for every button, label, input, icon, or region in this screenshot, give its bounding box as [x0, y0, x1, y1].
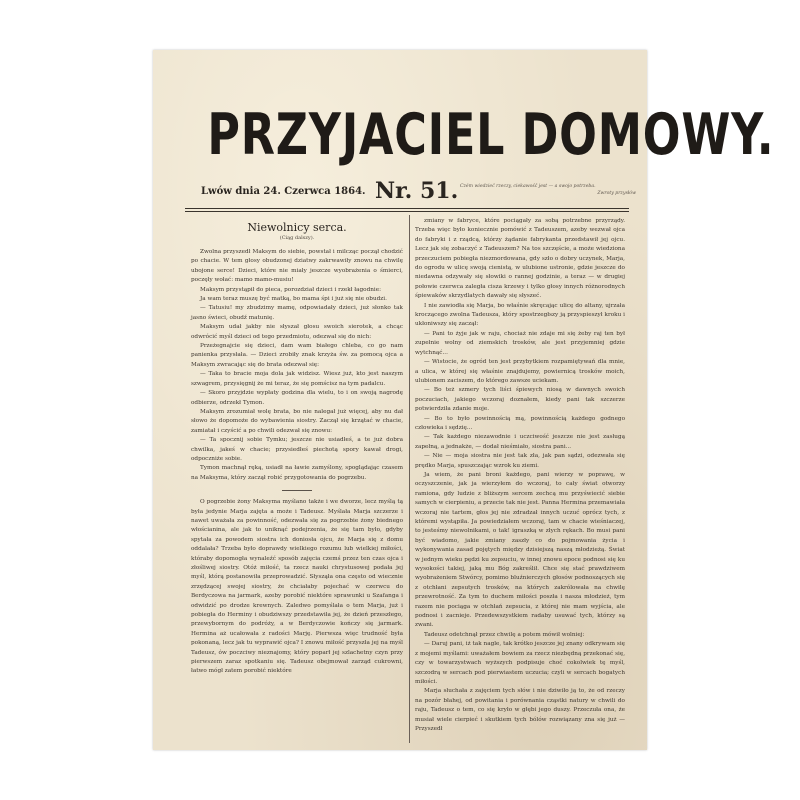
paragraph: — Pani to żyje jak w raju, chociaż nie zdaje mi się żeby raj ten był zupełnie wolny od ziemskich trosków, ale jest przyjemniej gdzie wytchnąć...: [415, 330, 625, 356]
paragraph: Przeżegnajcie się dzieci, dam wam białego chleba, co go nam panienka przysłała. — Dzieci zrobiły znak krzyża św. za pomocą ojca a Maksym zwracając się do brata odezwał się:: [191, 343, 403, 368]
motto: [460, 183, 636, 197]
masthead-title: PRZYJACIEL DOMOWY.: [207, 102, 775, 168]
header-rule-thin: [185, 211, 629, 212]
left-column-part-1: [191, 248, 403, 483]
paragraph: Tymon machnął ręką, usiadł na ławie zamyślony, spoglądając czasem na Maksyma, który zaczął robić przygotowania do pogrzebu.: [191, 465, 403, 481]
paragraph: O pogrzebie żony Maksyma myślano także i we dworze, lecz myślą tą była jedynie Marja zajęta a może i Tadeusz. Myślała Marja szczerze i nawet uważała za powinność, odezwała się za pogrzebie żony biednego włościanina, ale jak to uniknąć podejrzenia, że się tam było, gdyby spytała za powodem siostra ich doniosła ojcu, że Marja się z domu oddalała? Trzeba było doprawdy wielkiego rozumu lub wielkiej miłości, któraby dopomogła wynaleźć sposób zajęcia czemś przez ten czas ojca i złośliwej siostry. Otóż miłość, ta rzecz nauki chrystusowej podała jej myśl, którą postanowiła przeprowadzić. Słysząła ona często od wiecznie zrzędzącej swojej siostry, że chciałaby pojechać w czerwcu do Berdyczowa na jarmark, azeby porobić niektóre sprawunki u Szafanga i odwidzić po drodze krewnych. Zaledwo pomyślała o tem Marja, już i pobiegła do Herminy i obudziwszy przedstawiła jej, że dzień przeszłego, przewybornym do podróży, a w Berdyczowie kończy się jarmark. Hermina aż ucałowała z radości Marję. Pierwsza więc trudność była pokonaną, lecz jak tu wyprawić ojca? I znowu miłość przyszła jej na myśl Tadeusz, ów poczciwy nieznajomy, który poparł jej szlachetny czyn przy pierwszem zaraz spotkaniu się. Tadeusz obejmował zarząd cukrowni, łatwo mógł zatem porobić niektóre: [191, 499, 403, 675]
paragraph: — Tak każdego niezawodnie i uczciwość jeszcze nie jest zasługą zapełną, a jednakże, — dodał nieśmiało, siostra pani...: [415, 434, 625, 450]
paragraph: Maksym zrozumiał wolę brata, bo nie nalegał już więcej, aby nu dał słowo że dopomoże do wybawienia siostry. Zaczął się krzątać w chacie, zamiatał i czyścić a po chwili odezwał się znowu:: [191, 408, 403, 434]
left-column: [191, 217, 403, 677]
paragraph: — Ta spocznij sobie Tymku; jeszcze nie usiadłeś, a te już dobra chwilka, jakeś w chacie; przysiedłeś piechotą spory kawał drogi, odpoczniże sobie.: [191, 437, 403, 462]
paragraph: — Wistocie, że ogród ten jest przybytkiem rozpamiętywań dla mnie, a ulica, w której się właśnie znajdujemy, powiernicą trosków moich, ulubionem zaciszem, do którego zawsze uciekam.: [415, 359, 625, 384]
paragraph: Zwolna przyszedł Maksym do siebie, powstał i milcząc począł chodzić po chacie. W tem głosy obudzonej dziatwy zakrwawiły znowu na chwilę ubojone serce! Dzieci, które nie miały jeszcze wyobrażenia o śmierci, poczęły wołać: mamo mamo-musiu!: [191, 249, 403, 284]
newspaper-page: [153, 50, 775, 750]
paragraph: Maksym udał jakby nie słyszał głosu swoich sierotek, a chcąc odwrócić myśl dzieci od tego przedmiotu, odezwał się do nich:: [191, 324, 403, 340]
paragraph: Marja słuchała z zajęciem tych słów i nie dziwiło ją to, że od rzeczy na pozór błahej, od powitania i porównania cząstki natury w chwili do raju, Tadeusz o tem, co się kryło w głębi jego duszy. Przeczuła ona, że musiał wiele cierpieć i skutkiem tych bólów rozwiązany zna się już — Przyszedł: [415, 688, 625, 732]
motto-signature: Zwroty przysłów: [597, 191, 636, 196]
paragraph: — Bo to było powinnością mą, powinnością każdego godnego człowieka i sędzię...: [415, 415, 625, 431]
article-title: Niewolnicy serca.: [247, 221, 347, 234]
paragraph: zmiany w fabryce, które pociągały za sobą potrzebne przyrządy. Trzeba więc było koniecznie pomówić z Tadeuszem, azeby wezwał ojca do fabryki i z rządcą, którzy żądanie fabrykanta przedstawił jej ojcu. Lecz jak się zobaczyć z Tadeuszem? Na tos szczęście, a może wiedziona przeczuciem pobiegła niezmordowana, gdy szło o dobry uczynek, Marja, do ogrodu w ulicę swoją cienistą, w ulubione ustronie, gdzie jeszcze do niedawna odzywały się słowiki o rannej godzinie, a teraz — w drugiej połowie czerwca zaległa cisza krzewy i tylko głosy innych różnorodnych śpiewaków skrzydlatych dawały się słyszeć.: [415, 218, 625, 300]
paragraph: — Bo też szmery tych liści śpiewych niosą w dawnych swoich poczuciach, jakiego wczoraj doznałem, kiedy pani tak szczerze potwierdziła zdanie moje.: [415, 387, 625, 413]
paragraph: — Taka to bracie moja dola jak widzisz. Wiesz już, kto jest naszym szwagrem, przysięgnij że mi teraz, że się pomścisz na tym padalcu.: [191, 371, 403, 387]
paragraph: — Daruj pani, iż tak nagle, tak krótko jeszcze jej znany odkrywam się z mojemi myślami: uważałem bowiem za rzecz niezbędną przekonać się, czy w towarzystwach wyższych podpisuje choć cokolwiek tę myśl, szczodrą w sercach pod pierwiastem uczucia; czyli w sercach bogatych miłości.: [415, 641, 625, 685]
dateline: Lwów dnia 24. Czerwca 1864.: [201, 186, 366, 197]
motto-text: Czém wiedzieć rzeczy, ciekawość jest — a swojo potrzeba.: [460, 184, 596, 189]
column-divider: [409, 215, 410, 743]
right-column: [415, 217, 625, 734]
paragraph: Tadeusz odetchnął przez chwilę a potem mówił wolniej:: [424, 631, 585, 638]
paragraph: — Nie — moja siostra nie jest tak zła, jak pan sądzi, odezwała się prędko Marja, spuszczając wzrok ku ziemi.: [415, 453, 625, 469]
paragraph: Maksym przystąpił do pieca, porozdział dzieci i rzekł łagodnie:: [200, 286, 382, 293]
paragraph: I nie zawiodła się Marja, bo właśnie skręcając ulicę do altany, ujrzała kroczącego zwolna Tadeusza, który spostrzegłszy ją przyspieszył kroku i ukłoniwszy się zaczął:: [415, 302, 625, 328]
header-rule: [185, 208, 629, 209]
paragraph: — Tatusiu! my zbudzimy mamę, odpowiadały dzieci, już słonko tak jasno świeci, obudź matunię.: [191, 305, 403, 321]
paragraph: — Skoro przyjdzie wypłaty godzina dla wielu, to i on swoją nagrodę odbierze, odrzekł Tymon.: [191, 390, 403, 406]
issue-number: Nr. 51.: [375, 178, 459, 204]
paragraph: Ja wam teraz muszę być matką, bo mama śpi i już się nie obudzi.: [200, 296, 387, 303]
section-separator: [282, 490, 312, 491]
paragraph: Ja wiem, że pani broni każdego, pani wierzy w poprawę, w oczyszczenie, jak ja wierzyłem do wczoraj, to cały świat otworzy ramiona, gdy ludzie z bliższym sercem zechcą mu przyświecić siebie samych w cierpieniu, a przecie tak nie jest. Panna Hermina przemawiała wczoraj nie tartem, głos jej nie zdradzał innych uczuć oprócz tych, z któremi wystąpiła. Ja powiedziałem wczoraj, tam w chacie wieśniaczej, to jesteśmy niewolnikami, o tak! igraszką w złych rękach. Bo musi pani być wiadomo, jakie zmiany zaszły co do pojmowania życia i wykonywania zasad pojętych między dzisiejszą naszą młodzieżą. Świat w jednym wieku pędzi ku zepsuciu, w innej znowu epoce podnosi się ku wysokości takiej, jaką mu Bóg zakreślił. Chce się stać prawdziwem wyobrażeniem Stwórcy, pomimo bluźnierczych głosów podnoszących się z otchłani zepsutych trosków, na których zakrólowała na chwilę przewrotność. Za tym to duchem miłości poszła i nasza młodzież, tym razem nie pociąga w otchłań zepsucia, z której nie mam wyjścia, ale podnosi i zacnieje. Przedewszystkiem radaby usuwać tych, którzy są zwani.: [415, 471, 625, 629]
left-column-part-2: [191, 498, 403, 677]
right-column-text: [415, 217, 625, 734]
article-subtitle: (Ciąg dalszy).: [279, 235, 315, 241]
